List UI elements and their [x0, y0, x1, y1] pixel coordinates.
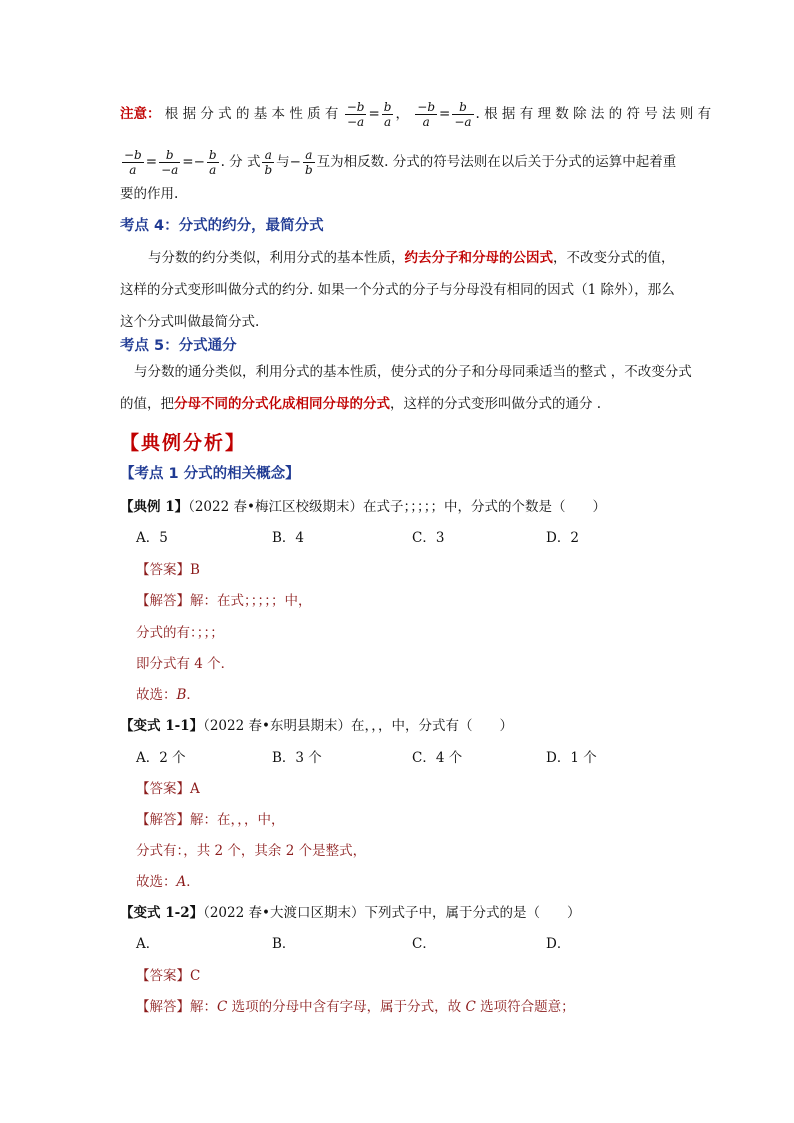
solution-text: 解：在，，，中，	[190, 812, 285, 828]
section-banner: 【典例分析】	[120, 432, 247, 454]
example-1-solution-3	[136, 654, 234, 674]
solution-text: 故选：	[136, 687, 177, 703]
comma: ，	[395, 106, 409, 122]
solution-label: 【解答】	[136, 812, 190, 828]
note-text: . 根 据 有 理 数 除 法 的 符 号 法 则 有	[475, 106, 712, 122]
solution-text: 故选：	[136, 874, 177, 890]
option-d[interactable]: D．1 个	[546, 750, 597, 766]
variant-1-1-question	[120, 716, 513, 736]
note-text: . 分 式	[220, 154, 261, 170]
equals-sign: =	[439, 106, 451, 122]
fraction: $\frac{b}{a}$	[383, 100, 392, 129]
solution-text: 即分式有 4 个．	[136, 656, 235, 672]
note-line-1	[120, 100, 711, 129]
solution-text: 解：	[190, 999, 217, 1015]
option-b[interactable]: B．	[272, 936, 296, 952]
option-a[interactable]: A．2 个	[136, 750, 186, 766]
equals-sign: =	[145, 154, 158, 170]
option-a[interactable]: A．	[136, 936, 160, 952]
example-1-solution-2	[136, 623, 224, 643]
fraction: $\frac{-b}{a}$	[417, 100, 436, 129]
example-1-solution-1	[136, 591, 312, 611]
option-c[interactable]: C．3	[412, 530, 445, 546]
fraction: $\frac{a}{b}$	[304, 148, 313, 177]
solution-text: ．	[186, 687, 200, 703]
question-text: （2022 春•梅江区校级期末）在式子；；；；；中，分式的个数是（ ）	[188, 499, 606, 515]
k4-text: 与分数的约分类似，利用分式的基本性质，	[148, 250, 405, 266]
example-1-solution-4	[136, 685, 200, 705]
answer-label: 【答案】	[136, 562, 190, 578]
equals-sign: =	[182, 154, 194, 170]
k4-line-2	[120, 280, 675, 300]
variant-1-1-solution-2	[136, 841, 366, 861]
solution-text: 解：在式；；；；；中，	[190, 593, 312, 609]
note-text: 根 据 分 式 的 基 本 性 质 有	[164, 106, 339, 122]
solution-text: 分式的有：；；；	[136, 625, 224, 641]
option-b[interactable]: B．4	[272, 530, 305, 546]
variant-1-2-question	[120, 903, 580, 923]
example-label: 【典例 1】	[120, 499, 189, 515]
note-line-3	[120, 184, 178, 204]
solution-choice: C	[465, 999, 476, 1015]
answer-value: B	[190, 562, 200, 578]
k4-text: 这样的分式变形叫做分式的约分. 如果一个分式的分子与分母没有相同的因式（1 除外），那么	[120, 282, 675, 298]
note-text: 要的作用.	[120, 186, 179, 202]
k4-text: 这个分式叫做最简分式.	[120, 314, 260, 330]
example-1-answer	[136, 560, 200, 580]
topic-heading-1: 【考点 1 分式的相关概念】	[120, 466, 300, 482]
solution-choice: A	[176, 874, 187, 890]
fraction: $\frac{-b}{a}$	[124, 148, 142, 177]
note-text: 与	[276, 154, 290, 170]
k4-text: ，不改变分式的值，	[553, 250, 675, 266]
k5-line-2	[120, 394, 601, 414]
note-text: 互为相反数. 分式的符号法则在以后关于分式的运算中起着重	[316, 154, 677, 170]
equals-sign: =	[368, 106, 380, 122]
k5-highlight: 分母不同的分式化成相同分母的分式	[174, 396, 390, 412]
example-1-question	[120, 497, 606, 517]
fraction: $\frac{a}{b}$	[264, 148, 273, 177]
question-text: （2022 春•东明县期末）在，，，中，分式有（ ）	[203, 718, 513, 734]
variant-label: 【变式 1-2】	[120, 905, 204, 921]
fraction: $\frac{b}{-a}$	[161, 148, 179, 177]
fraction: $\frac{b}{-a}$	[454, 100, 472, 129]
k5-text: 与分数的通分类似，利用分式的基本性质，使分式的分子和分母同乘适当的整式 ，不改变分式	[134, 364, 692, 380]
option-a[interactable]: A．5	[136, 530, 168, 546]
note-label: 注意：	[120, 106, 161, 122]
variant-1-2-answer	[136, 966, 200, 986]
k4-line-1	[148, 248, 675, 268]
answer-label: 【答案】	[136, 781, 190, 797]
solution-label: 【解答】	[136, 593, 190, 609]
solution-choice: B	[176, 687, 187, 703]
minus-sign: −	[289, 154, 301, 170]
answer-label: 【答案】	[136, 968, 190, 984]
option-b[interactable]: B．3 个	[272, 750, 322, 766]
fraction: $\frac{b}{a}$	[208, 148, 217, 177]
minus-sign: −	[193, 154, 205, 170]
fraction: $\frac{-b}{-a}$	[346, 100, 365, 129]
answer-value: A	[190, 781, 200, 797]
note-line-2	[120, 148, 676, 177]
k5-text: 的值，把	[120, 396, 174, 412]
question-text: （2022 春•大渡口区期末）下列式子中，属于分式的是（ ）	[203, 905, 581, 921]
solution-text: ．	[186, 874, 200, 890]
k4-highlight: 约去分子和分母的公因式	[404, 250, 553, 266]
k5-text: ，这样的分式变形叫做分式的通分 .	[390, 396, 602, 412]
variant-1-1-answer	[136, 779, 200, 799]
solution-label: 【解答】	[136, 999, 190, 1015]
option-c[interactable]: C．	[412, 936, 436, 952]
k5-line-1	[134, 362, 692, 382]
section-heading-k5: 考点 5：分式通分	[120, 338, 237, 354]
variant-1-1-solution-1	[136, 810, 285, 830]
solution-text: 选项符合题意；	[475, 999, 575, 1015]
section-heading-k4: 考点 4：分式的约分，最简分式	[120, 218, 324, 234]
option-d[interactable]: D．2	[546, 530, 579, 546]
option-c[interactable]: C．4 个	[412, 750, 463, 766]
variant-1-1-solution-3	[136, 872, 200, 892]
option-d[interactable]: D．	[546, 936, 571, 952]
solution-text: 选项的分母中含有字母，属于分式，故	[227, 999, 466, 1015]
answer-value: C	[190, 968, 201, 984]
solution-choice: C	[217, 999, 228, 1015]
variant-label: 【变式 1-1】	[120, 718, 204, 734]
solution-text: 分式有：，共 2 个，其余 2 个是整式，	[136, 843, 367, 859]
variant-1-2-solution-1	[136, 997, 575, 1017]
k4-line-3	[120, 312, 259, 332]
